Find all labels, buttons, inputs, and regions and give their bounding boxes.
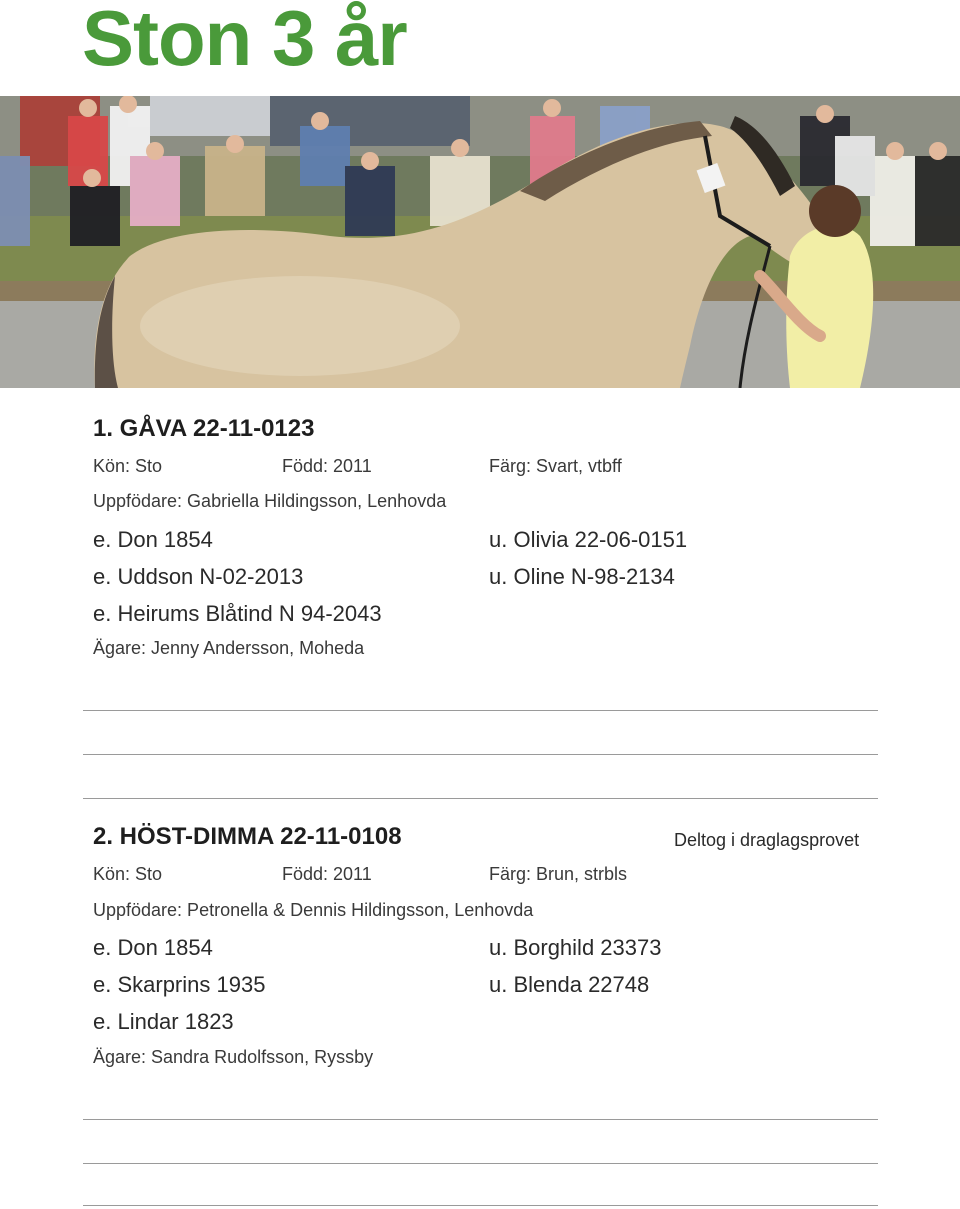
write-line: [83, 1163, 878, 1164]
owner: Ägare: Jenny Andersson, Moheda: [93, 638, 365, 658]
dam-line: u. Olivia 22-06-0151: [489, 527, 688, 552]
gender: Kön: Sto: [93, 864, 163, 884]
breeder: Uppfödare: Petronella & Dennis Hildingsson, Lenhovda: [93, 900, 534, 920]
dam-line: u. Blenda 22748: [489, 972, 650, 997]
write-line: [83, 754, 878, 755]
sire-line: e. Skarprins 1935: [93, 972, 266, 997]
sire-line: e. Uddson N-02-2013: [93, 564, 304, 589]
dam-line: u. Oline N-98-2134: [489, 564, 675, 589]
breeder: Uppfödare: Gabriella Hildingsson, Lenhovda: [93, 491, 447, 511]
birth-year: Född: 2011: [282, 456, 372, 476]
sire-line: e. Don 1854: [93, 527, 213, 552]
owner: Ägare: Sandra Rudolfsson, Ryssby: [93, 1047, 374, 1067]
entry-note: Deltog i draglagsprovet: [674, 830, 860, 850]
write-line: [83, 710, 878, 711]
birth-year: Född: 2011: [282, 864, 372, 884]
entry-title: 2. HÖST-DIMMA 22-11-0108: [93, 823, 402, 850]
write-line: [83, 1119, 878, 1120]
color: Färg: Svart, vtbff: [489, 456, 622, 476]
sire-line: e. Don 1854: [93, 935, 213, 960]
sire-line: e. Lindar 1823: [93, 1009, 234, 1034]
horse-photo: [0, 96, 960, 388]
write-line: [83, 1205, 878, 1206]
gender: Kön: Sto: [93, 456, 163, 476]
write-line: [83, 798, 878, 799]
dam-line: u. Borghild 23373: [489, 935, 662, 960]
sire-line: e. Heirums Blåtind N 94-2043: [93, 601, 382, 626]
entry-title: 1. GÅVA 22-11-0123: [93, 415, 315, 442]
page-title: Ston 3 år: [82, 0, 407, 82]
color: Färg: Brun, strbls: [489, 864, 628, 884]
